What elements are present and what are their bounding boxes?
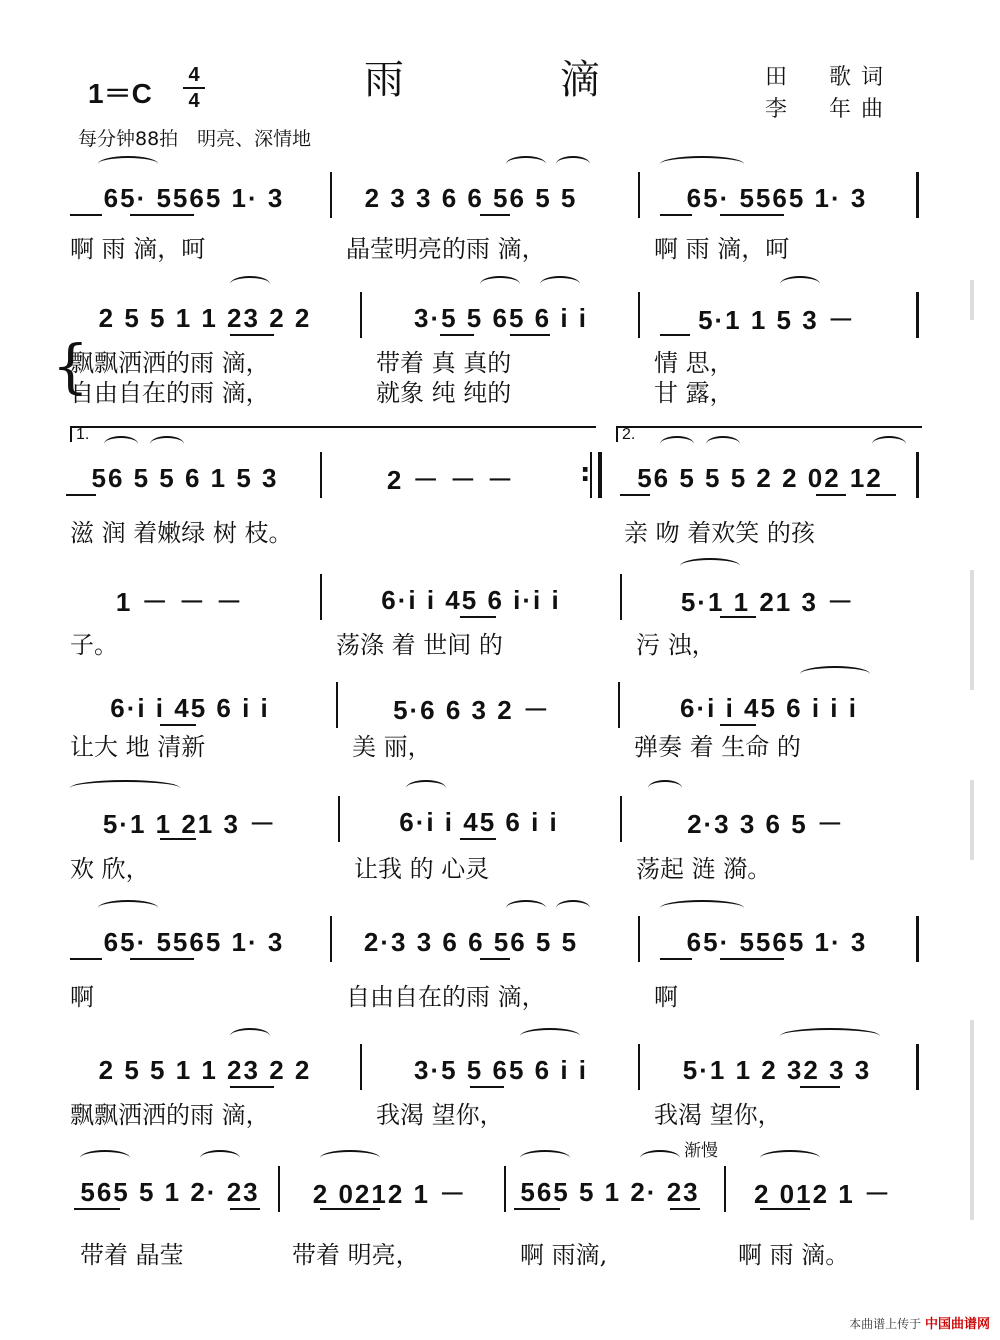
measure: 5·1 1 5 3 － [698,304,856,335]
measure: 6·i i 45 6 i i [110,692,270,723]
measure: 2 5 5 1 1 23 2 2 [98,1054,312,1085]
ritardando-marking: 渐慢 [684,1141,718,1161]
measure: 2·3 3 6 6 56 5 5 [363,926,579,957]
lyric-line: 啊 雨 滴，呵 [654,234,790,263]
lyric-line: 污 浊， [636,630,716,659]
lyric-line: 我渴 望你， [654,1100,782,1129]
measure: 56 5 5 6 1 5 3 [91,462,279,493]
measure: 3·5 5 65 6 i i [414,1054,588,1085]
lyric-line: 带着 明亮， [292,1240,420,1269]
measure: 2 3 3 6 6 56 5 5 [364,182,578,213]
scan-artifact [970,570,974,690]
measure: 2 012 1 － [754,1178,892,1209]
measure: 5·1 1 21 3 － [102,808,278,839]
measure: 65· 5565 1· 3 [103,182,285,213]
measure: 56 5 5 5 2 2 02 12 [637,462,883,493]
song-title-char-1: 雨 [364,57,404,103]
lyric-line: 就象 纯 纯的 [376,378,512,407]
footer-text: 本曲谱上传于 [849,1317,922,1331]
lyric-line: 亲 吻 着欢笑 的孩 [624,518,815,547]
measure: 2·3 3 6 5 － [687,808,845,839]
repeat-sign [590,452,602,498]
scan-artifact [970,780,974,860]
lyric-line: 啊 雨 滴，呵 [70,234,206,263]
lyric-line: 让大 地 清新 [70,732,206,761]
footer-watermark [849,1313,990,1332]
time-numerator: 4 [188,64,200,86]
measure: 3·5 5 65 6 i i [414,302,588,333]
lyric-line: 带着 真 真的 [376,348,512,377]
volta-second-ending: 2. [616,426,922,442]
measure: 2 － － － [386,464,516,495]
measure: 6·i i 45 6 i·i i [381,584,561,615]
lyric-line: 自由自在的雨 滴， [70,378,270,407]
lyric-line: 啊 [654,982,678,1011]
measure: 5·6 6 3 2 － [393,694,551,725]
lyric-line: 带着 晶莹 [80,1240,184,1269]
scan-artifact [970,280,974,320]
key-signature: 1＝C [88,78,152,109]
footer-site-name: 中国曲谱网 [924,1317,990,1332]
measure: 5·1 1 21 3 － [680,586,856,617]
composer-credit: 李 年曲 [765,97,894,122]
lyric-line: 啊 雨滴, [520,1240,608,1269]
lyric-line: 飘飘洒洒的雨 滴， [70,348,270,377]
lyric-line: 晶莹明亮的雨 滴， [346,234,546,263]
lyricist-credit: 田 歌词 [765,65,894,90]
lyric-line: 啊 雨 滴。 [738,1240,850,1269]
lyric-line: 甘 露， [654,378,734,407]
lyric-line: 滋 润 着嫩绿 树 枝。 [70,518,293,547]
measure: 65· 5565 1· 3 [686,182,868,213]
time-signature [183,64,205,112]
lyric-line: 飘飘洒洒的雨 滴， [70,1100,270,1129]
measure: 565 5 1 2· 23 [80,1176,260,1207]
scan-artifact [970,1020,974,1220]
lyric-line: 让我 的 心灵 [354,854,490,883]
measure: 565 5 1 2· 23 [520,1176,700,1207]
lyric-line [400,514,580,546]
measure: 2 0212 1 － [312,1178,468,1209]
measure: 6·i i 45 6 i i [399,806,559,837]
song-title-char-2: 滴 [560,57,600,103]
lyric-line: 美 丽， [352,732,432,761]
measure: 5·1 1 2 32 3 3 [682,1054,872,1085]
volta-first-ending: 1. [70,426,596,442]
lyric-line: 我渴 望你， [376,1100,504,1129]
measure: 2 5 5 1 1 23 2 2 [98,302,312,333]
lyric-line: 情 思， [654,348,734,377]
measure: 65· 5565 1· 3 [686,926,868,957]
measure: 65· 5565 1· 3 [103,926,285,957]
lyric-line: 啊 [70,982,94,1011]
measure: 1 － － － [115,586,245,617]
lyric-line: 弹奏 着 生命 的 [634,732,801,761]
lyric-line: 自由自在的雨 滴， [346,982,546,1011]
lyric-line: 荡涤 着 世间 的 [336,630,503,659]
lyric-line: 欢 欣， [70,854,150,883]
measure: 6·i i 45 6 i i i [680,692,858,723]
lyric-line: 子。 [70,630,118,659]
time-denominator: 4 [188,90,200,112]
lyric-line: 荡起 涟 漪。 [636,854,772,883]
tempo-marking: 每分钟88拍 明亮、深情地 [78,128,312,150]
